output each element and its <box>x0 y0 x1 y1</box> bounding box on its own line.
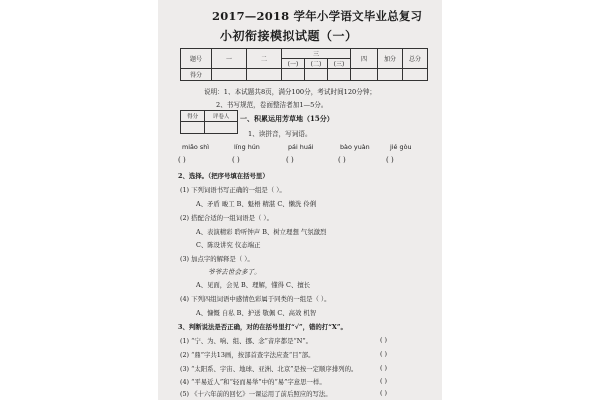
score-table-header-total: 总分 <box>403 49 428 69</box>
judge-blank-2[interactable]: ( ) <box>380 350 388 358</box>
answer-blank-5[interactable]: ( ) <box>386 156 394 164</box>
judge-blank-1[interactable]: ( ) <box>380 336 388 344</box>
question-2-3: (3) 加点字的解释是（ ）。 <box>180 255 254 263</box>
grader-name-label: 评卷人 <box>205 111 238 122</box>
question-2-2-options-1: A、表演精彩 聆听钟声 B、树立理想 气氛激烈 <box>196 228 327 236</box>
score-cell <box>378 69 403 81</box>
question-3-2: (2) “鼎”字共13画，按部首查字法应查“目”部。 <box>180 351 315 359</box>
score-table-header-3: 三 <box>282 49 351 59</box>
score-table-header-2: 二 <box>247 49 282 69</box>
question-2-1-options: A、矛盾 畯工 B、魁梧 精湛 C、懒洗 伶俐 <box>196 200 317 208</box>
question-2-2: (2) 搭配合适的一组词语是（ ）。 <box>180 214 273 222</box>
question-2-3-sentence: 爷爷去世会多了。 <box>208 268 261 276</box>
score-table-header-4: 四 <box>351 49 378 69</box>
question-3-1: (1) “宁、为、响、组、挪、念”音序都是“N”。 <box>180 337 312 345</box>
judge-blank-4[interactable]: ( ) <box>380 377 388 385</box>
instruction-note-1: 说明：1、本试题共8页，满分100分，考试时间120分钟； <box>204 88 377 96</box>
score-table-sub-2: (二) <box>305 59 328 69</box>
score-cell <box>212 69 247 81</box>
score-cell <box>328 69 351 81</box>
question-2-2-options-2: C、陈设讲究 仪态端正 <box>196 241 261 249</box>
grader-box <box>180 110 238 134</box>
question-3-3: (3) “太阳系、宇宙、地球、亚洲、北京”是按一定顺序排列的。 <box>180 365 358 373</box>
pinyin-1: miǎo shì <box>182 143 210 151</box>
score-table-sub-3: (三) <box>328 59 351 69</box>
question-3-5: (5) 《十六年前的回忆》一课运用了前后照应的写法。 <box>180 390 332 398</box>
instruction-note-2: 2、书写规范，卷面整洁者加1—5分。 <box>216 101 328 109</box>
exam-paper <box>158 0 442 400</box>
question-2-4-options: A、慷慨 自私 B、护送 敬佩 C、高效 机智 <box>196 309 317 317</box>
score-table-header-number: 题号 <box>181 49 212 69</box>
grader-score-label: 得分 <box>181 111 205 122</box>
answer-blank-2[interactable]: ( ) <box>232 156 240 164</box>
grader-name-cell <box>205 122 238 134</box>
question-2-heading: 2、选择。（把序号填在括号里） <box>178 172 269 180</box>
pinyin-5: jié gòu <box>390 143 412 151</box>
question-1-prompt: 1、读拼音，写词语。 <box>248 130 312 138</box>
score-table-sub-1: (一) <box>282 59 305 69</box>
pinyin-2: líng hún <box>234 143 260 151</box>
judge-blank-3[interactable]: ( ) <box>380 364 388 372</box>
question-2-4: (4) 下列四组词语中感情色彩属于同类的一组是（ ）。 <box>180 295 331 303</box>
grader-score-cell <box>181 122 205 134</box>
score-cell <box>351 69 378 81</box>
pinyin-4: bào yuàn <box>340 143 370 151</box>
score-cell <box>282 69 305 81</box>
question-3-heading: 3、判断说法是否正确，对的在括号里打“√”，错的打“X”。 <box>178 323 347 331</box>
judge-blank-5[interactable]: ( ) <box>380 389 388 397</box>
question-2-1: (1) 下列词语书写正确的一组是（ ）。 <box>180 186 286 194</box>
question-2-3-options: A、见面，会见 B、理解，懂得 C、擅长 <box>196 281 311 289</box>
score-table <box>180 48 428 81</box>
score-row-label: 得分 <box>181 69 212 81</box>
answer-blank-1[interactable]: ( ) <box>178 156 186 164</box>
exam-title: 2017—2018 学年小学语文毕业总复习 <box>212 9 423 23</box>
answer-blank-3[interactable]: ( ) <box>286 156 294 164</box>
section-1-heading: 一、积累运用芳草地（15分） <box>240 114 334 123</box>
score-table-header-1: 一 <box>212 49 247 69</box>
exam-subtitle: 小初衔接模拟试题（一） <box>220 29 358 43</box>
score-cell <box>247 69 282 81</box>
pinyin-3: pái huái <box>288 143 314 151</box>
answer-blank-4[interactable]: ( ) <box>338 156 346 164</box>
score-cell <box>305 69 328 81</box>
score-table-header-bonus: 加分 <box>378 49 403 69</box>
score-cell <box>403 69 428 81</box>
question-3-4: (4) “平易近人”和“轻而易举”中的“易”字意思一样。 <box>180 378 326 386</box>
